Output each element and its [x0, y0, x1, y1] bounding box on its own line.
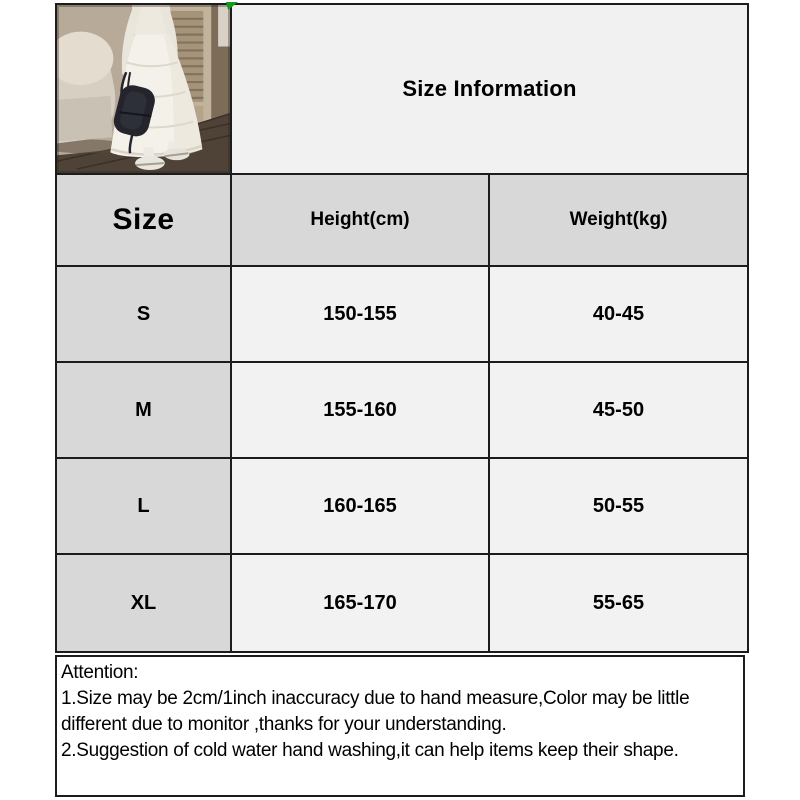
size-label-l: L [57, 459, 232, 555]
column-header-size: Size [57, 175, 232, 267]
height-value-s: 150-155 [232, 267, 490, 363]
weight-value-l: 50-55 [490, 459, 747, 555]
height-value-xl: 165-170 [232, 555, 490, 651]
size-label-m: M [57, 363, 232, 459]
weight-value-m: 45-50 [490, 363, 747, 459]
size-label-xl: XL [57, 555, 232, 651]
weight-value-xl: 55-65 [490, 555, 747, 651]
attention-note [55, 655, 745, 797]
page-title: Size Information [232, 5, 747, 175]
column-header-weight: Weight(kg) [490, 175, 747, 267]
weight-value-s: 40-45 [490, 267, 747, 363]
attention-heading: Attention: [61, 662, 139, 683]
height-value-l: 160-165 [232, 459, 490, 555]
size-table [55, 3, 749, 653]
column-header-height: Height(cm) [232, 175, 490, 267]
height-value-m: 155-160 [232, 363, 490, 459]
product-photo [57, 5, 230, 173]
attention-note-line-1: 1.Size may be 2cm/1inch inaccuracy due to hand measure,Color may be little [61, 688, 690, 709]
product-photo-cell [57, 5, 232, 175]
size-label-s: S [57, 267, 232, 363]
attention-note-line-3: 2.Suggestion of cold water hand washing,it can help items keep their shape. [61, 740, 679, 761]
attention-note-line-2: different due to monitor ,thanks for your understanding. [61, 714, 507, 735]
